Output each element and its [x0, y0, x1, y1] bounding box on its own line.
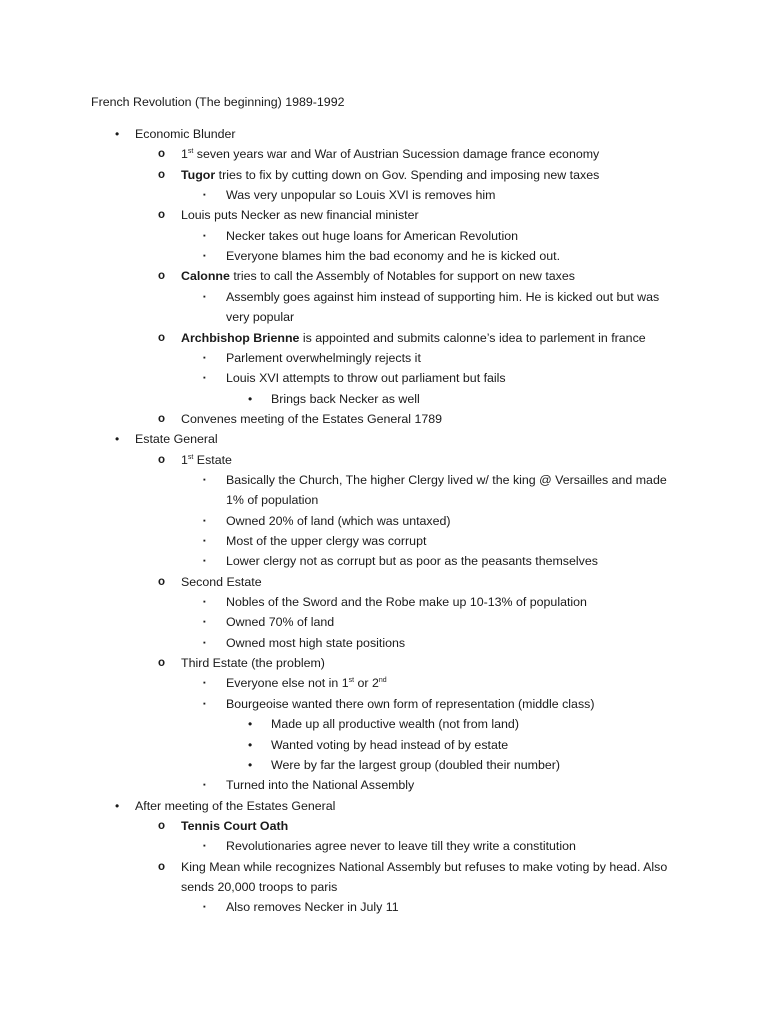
- item-text: Made up all productive wealth (not from land): [271, 717, 519, 731]
- item-text: King Mean while recognizes National Assembly but refuses to make voting by head. Also: [181, 860, 668, 874]
- list-item-level-3: [226, 552, 598, 570]
- item-text: Turned into the National Assembly: [226, 778, 415, 792]
- list-item-level-2: [181, 206, 419, 224]
- bullet-level-1-marker: •: [115, 432, 120, 446]
- list-item-level-3: [226, 593, 587, 611]
- bullet-level-4-marker: •: [248, 738, 253, 752]
- list-item-level-3: [226, 674, 387, 692]
- list-item-level-2: [181, 410, 442, 428]
- bullet-level-3-marker: ▪: [203, 190, 206, 199]
- list-item-level-2: [181, 817, 288, 835]
- list-item-level-3: [226, 634, 405, 652]
- superscript: st: [348, 677, 355, 684]
- bullet-level-3-marker: ▪: [203, 292, 206, 301]
- item-text: Estate: [193, 453, 232, 467]
- bullet-level-3-marker: ▪: [203, 353, 206, 362]
- bullet-level-4-marker: •: [248, 392, 253, 406]
- list-item-level-2: [181, 451, 232, 469]
- bullet-level-3-marker: ▪: [203, 536, 206, 545]
- list-item-level-3: [226, 247, 560, 265]
- bullet-level-3-marker: ▪: [203, 251, 206, 260]
- bullet-level-2-marker: o: [158, 454, 166, 466]
- superscript: st: [187, 148, 194, 155]
- item-text: Wanted voting by head instead of by estate: [271, 738, 509, 752]
- item-text: Assembly goes against him instead of supporting him. He is kicked out but was: [226, 290, 660, 304]
- bullet-level-2-marker: o: [158, 169, 166, 181]
- item-text: Brings back Necker as well: [271, 392, 420, 406]
- item-text: Economic Blunder: [135, 127, 236, 141]
- bullet-level-2-marker: o: [158, 332, 166, 344]
- list-item-level-3: [226, 512, 451, 530]
- list-item-level-2: [181, 267, 575, 285]
- list-item-level-3: [226, 227, 518, 245]
- bullet-level-4-marker: •: [248, 758, 253, 772]
- item-text: Most of the upper clergy was corrupt: [226, 534, 427, 548]
- superscript: st: [187, 454, 194, 461]
- list-item-level-3: [226, 613, 334, 631]
- list-item-continuation: 1% of population: [226, 493, 319, 507]
- list-item-level-3: [226, 349, 421, 367]
- bullet-level-2-marker: o: [158, 820, 166, 832]
- bold-term: Tugor: [181, 168, 216, 182]
- list-item-level-3: [226, 369, 506, 387]
- list-item-level-2: [181, 329, 646, 347]
- item-text: Louis XVI attempts to throw out parliament but fails: [226, 371, 506, 385]
- item-text: Owned 20% of land (which was untaxed): [226, 514, 451, 528]
- bullet-level-2-marker: o: [158, 657, 166, 669]
- list-item-level-1: [135, 125, 236, 143]
- bold-term: Calonne: [181, 269, 230, 283]
- item-text: Also removes Necker in July 11: [226, 900, 399, 914]
- list-item-level-3: [226, 532, 426, 550]
- list-item-level-3: [226, 471, 667, 489]
- list-item-continuation: very popular: [226, 310, 295, 324]
- bullet-level-3-marker: ▪: [203, 373, 206, 382]
- bullet-level-3-marker: ▪: [203, 780, 206, 789]
- bullet-level-3-marker: ▪: [203, 556, 206, 565]
- item-text: Estate General: [135, 432, 218, 446]
- item-text: Everyone else not in 1: [226, 676, 349, 690]
- bullet-level-4-marker: •: [248, 717, 253, 731]
- item-text: is appointed and submits calonne’s idea to parlement in france: [299, 331, 646, 345]
- bullet-level-3-marker: ▪: [203, 678, 206, 687]
- list-item-level-1: [135, 430, 218, 448]
- item-text: seven years war and War of Austrian Sucession damage france economy: [193, 147, 600, 161]
- item-text: Second Estate: [181, 575, 262, 589]
- bullet-level-2-marker: o: [158, 148, 166, 160]
- list-item-continuation: sends 20,000 troops to paris: [181, 880, 338, 894]
- bullet-level-2-marker: o: [158, 576, 166, 588]
- bullet-level-3-marker: ▪: [203, 516, 206, 525]
- list-item-level-4: [271, 715, 519, 733]
- list-item-level-3: [226, 288, 659, 306]
- item-text: Owned 70% of land: [226, 615, 335, 629]
- bold-term: Archbishop Brienne: [181, 331, 300, 345]
- list-item-level-3: [226, 186, 496, 204]
- item-text: Bourgeoise wanted there own form of representation (middle class): [226, 697, 595, 711]
- item-text: Convenes meeting of the Estates General 1789: [181, 412, 443, 426]
- item-text: Everyone blames him the bad economy and he is kicked out.: [226, 249, 561, 263]
- list-item-level-3: [226, 776, 414, 794]
- bullet-level-3-marker: ▪: [203, 841, 206, 850]
- item-text: 1: [181, 147, 188, 161]
- bullet-level-3-marker: ▪: [203, 597, 206, 606]
- bullet-level-1-marker: •: [115, 799, 120, 813]
- item-text: tries to call the Assembly of Notables for support on new taxes: [229, 269, 575, 283]
- bullet-level-2-marker: o: [158, 861, 166, 873]
- bullet-level-1-marker: •: [115, 127, 120, 141]
- bullet-level-2-marker: o: [158, 270, 166, 282]
- list-item-level-2: [181, 573, 262, 591]
- item-text: Basically the Church, The higher Clergy lived w/ the king @ Versailles and made: [226, 473, 667, 487]
- superscript: nd: [378, 677, 387, 684]
- item-text: or 2: [354, 676, 379, 690]
- list-item-level-2: [181, 145, 599, 163]
- list-item-level-3: [226, 837, 576, 855]
- item-text: Nobles of the Sword and the Robe make up 10-13% of population: [226, 595, 587, 609]
- list-item-level-1: [135, 797, 335, 815]
- list-item-level-4: [271, 756, 560, 774]
- item-text: Third Estate (the problem): [181, 656, 325, 670]
- item-text: Owned most high state positions: [226, 636, 406, 650]
- bullet-level-3-marker: ▪: [203, 475, 206, 484]
- list-item-level-4: [271, 390, 420, 408]
- item-text: Necker takes out huge loans for American Revolution: [226, 229, 519, 243]
- item-text: Parlement overwhelmingly rejects it: [226, 351, 421, 365]
- bullet-level-3-marker: ▪: [203, 902, 206, 911]
- item-text: Louis puts Necker as new financial minister: [181, 208, 419, 222]
- list-item-level-3: [226, 695, 594, 713]
- item-text: Was very unpopular so Louis XVI is removes him: [226, 188, 496, 202]
- bold-term: Tennis Court Oath: [181, 819, 289, 833]
- bullet-level-3-marker: ▪: [203, 617, 206, 626]
- item-text: Were by far the largest group (doubled their number): [271, 758, 561, 772]
- item-text: tries to fix by cutting down on Gov. Spending and imposing new taxes: [215, 168, 600, 182]
- page-title: French Revolution (The beginning) 1989-1992: [91, 95, 345, 109]
- list-item-level-3: [226, 898, 399, 916]
- list-item-level-2: [181, 166, 599, 184]
- item-text: After meeting of the Estates General: [135, 799, 336, 813]
- list-item-level-2: [181, 654, 325, 672]
- bullet-level-2-marker: o: [158, 413, 166, 425]
- item-text: 1: [181, 453, 188, 467]
- item-text: Lower clergy not as corrupt but as poor as the peasants themselves: [226, 554, 598, 568]
- bullet-level-2-marker: o: [158, 209, 166, 221]
- bullet-level-3-marker: ▪: [203, 699, 206, 708]
- list-item-level-4: [271, 736, 508, 754]
- bullet-level-3-marker: ▪: [203, 638, 206, 647]
- bullet-level-3-marker: ▪: [203, 231, 206, 240]
- item-text: Revolutionaries agree never to leave till they write a constitution: [226, 839, 576, 853]
- list-item-level-2: [181, 858, 667, 876]
